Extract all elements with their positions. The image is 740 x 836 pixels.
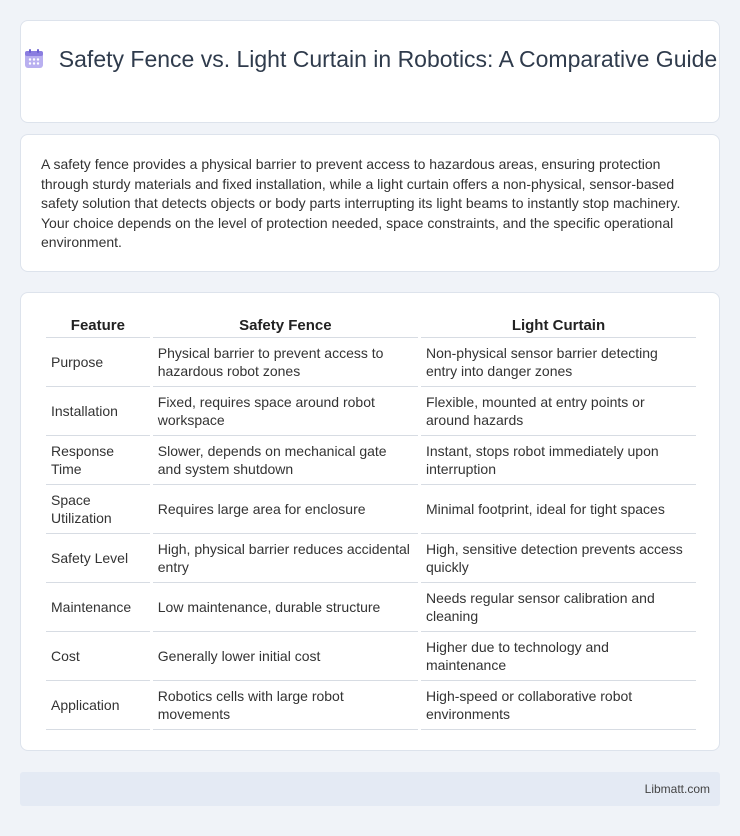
table-row xyxy=(46,338,696,387)
light-curtain-cell: Instant, stops robot immediately upon interruption xyxy=(421,436,696,485)
light-curtain-cell: Non-physical sensor barrier detecting entry into danger zones xyxy=(421,338,696,387)
safety-fence-cell: Slower, depends on mechanical gate and system shutdown xyxy=(153,436,418,485)
light-curtain-cell: Higher due to technology and maintenance xyxy=(421,632,696,681)
light-curtain-cell: Flexible, mounted at entry points or around hazards xyxy=(421,387,696,436)
table-row xyxy=(46,632,696,681)
table-row xyxy=(46,485,696,534)
header-safety-fence: Safety Fence xyxy=(153,315,418,338)
page-title xyxy=(21,45,719,74)
intro-paragraph: A safety fence provides a physical barrier to prevent access to hazardous areas, ensuring protection through sturdy materials and fixed installation, while a light curtain offers a non-physical, sensor-based safety solution that detects objects or body parts interrupting its light beams to instantly stop machinery. Your choice depends on the level of protection needed, space constraints, and the specific operational environment. xyxy=(41,156,681,250)
header-light-curtain: Light Curtain xyxy=(421,315,696,338)
feature-cell: Maintenance xyxy=(46,583,150,632)
feature-cell: Response Time xyxy=(46,436,150,485)
feature-cell: Space Utilization xyxy=(46,485,150,534)
feature-cell: Safety Level xyxy=(46,534,150,583)
title-text: Safety Fence vs. Light Curtain in Robotics: A Comparative Guide xyxy=(58,46,718,72)
safety-fence-cell: Physical barrier to prevent access to hazardous robot zones xyxy=(153,338,418,387)
comparison-table xyxy=(43,315,699,730)
table-header-row xyxy=(46,315,696,338)
light-curtain-cell: High, sensitive detection prevents access quickly xyxy=(421,534,696,583)
light-curtain-cell: High-speed or collaborative robot environments xyxy=(421,681,696,730)
light-curtain-cell: Needs regular sensor calibration and cleaning xyxy=(421,583,696,632)
title-card xyxy=(20,20,720,123)
feature-cell: Application xyxy=(46,681,150,730)
intro-card xyxy=(20,134,720,272)
safety-fence-cell: Generally lower initial cost xyxy=(153,632,418,681)
table-row xyxy=(46,681,696,730)
safety-fence-cell: High, physical barrier reduces accidental entry xyxy=(153,534,418,583)
feature-cell: Purpose xyxy=(46,338,150,387)
table-row xyxy=(46,583,696,632)
safety-fence-cell: Requires large area for enclosure xyxy=(153,485,418,534)
feature-cell: Cost xyxy=(46,632,150,681)
table-row xyxy=(46,387,696,436)
safety-fence-cell: Low maintenance, durable structure xyxy=(153,583,418,632)
calendar-icon xyxy=(23,48,45,70)
footer-site-link[interactable]: Libmatt.com xyxy=(644,782,710,796)
table-row xyxy=(46,436,696,485)
table-row xyxy=(46,534,696,583)
footer-bar xyxy=(20,772,720,806)
header-feature: Feature xyxy=(46,315,150,338)
safety-fence-cell: Fixed, requires space around robot workspace xyxy=(153,387,418,436)
feature-cell: Installation xyxy=(46,387,150,436)
safety-fence-cell: Robotics cells with large robot movements xyxy=(153,681,418,730)
light-curtain-cell: Minimal footprint, ideal for tight spaces xyxy=(421,485,696,534)
comparison-card xyxy=(20,292,720,751)
